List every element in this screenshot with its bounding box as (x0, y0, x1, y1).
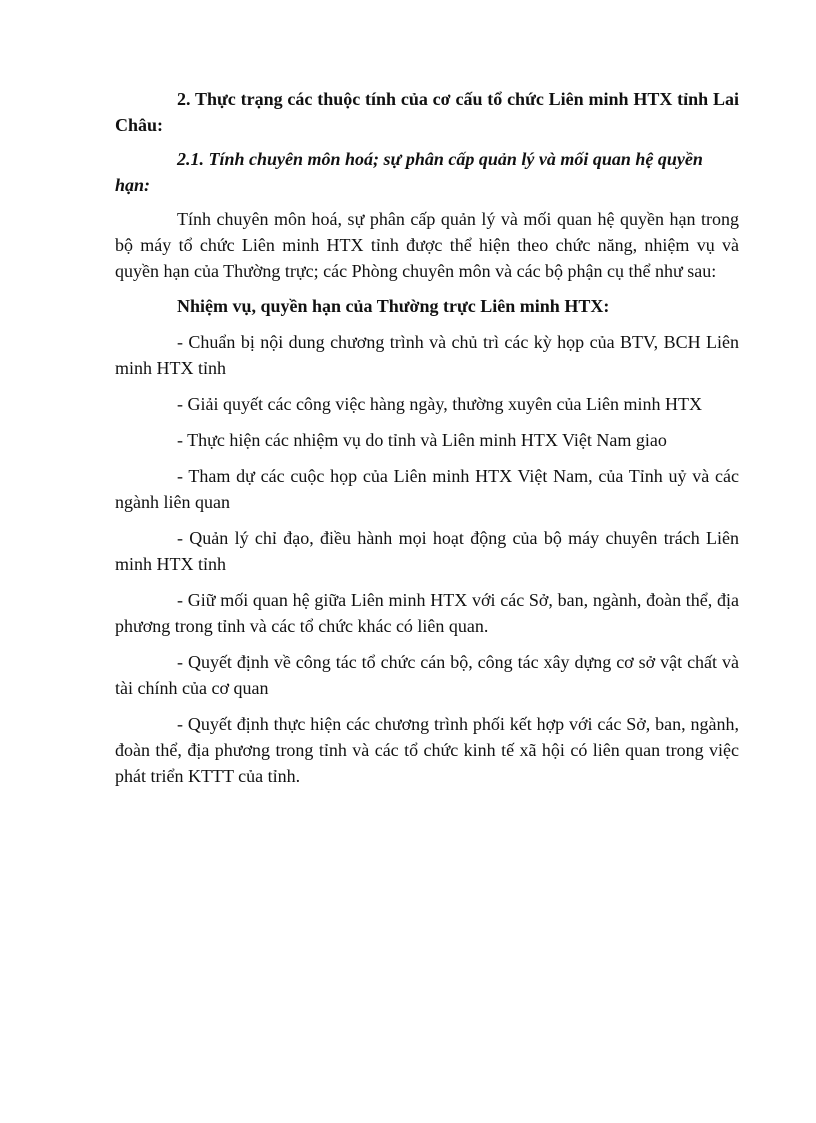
duties-title: Nhiệm vụ, quyền hạn của Thường trực Liên minh HTX: (177, 296, 610, 316)
intro-paragraph: Tính chuyên môn hoá, sự phân cấp quản lý và mối quan hệ quyền hạn trong bộ máy tổ chức Liên minh HTX tỉnh được thể hiện theo chức năng, nhiệm vụ và quyền hạn của Thường trực; các Phòng chuyên môn và các bộ phận cụ thể như sau: (115, 209, 739, 281)
duty-item: - Giữ mối quan hệ giữa Liên minh HTX với các Sở, ban, ngành, đoàn thể, địa phương trong tỉnh và các tổ chức khác có liên quan. (115, 590, 739, 636)
duty-item: - Quyết định thực hiện các chương trình phối kết hợp với các Sở, ban, ngành, đoàn thể, địa phương trong tỉnh và các tổ chức kinh tế xã hội có liên quan trong việc phát triển KTTT của tỉnh. (115, 714, 739, 786)
duty-item: - Tham dự các cuộc họp của Liên minh HTX Việt Nam, của Tỉnh uỷ và các ngành liên quan (115, 466, 739, 512)
duty-item: - Chuẩn bị nội dung chương trình và chủ trì các kỳ họp của BTV, BCH Liên minh HTX tỉnh (115, 332, 739, 378)
section-subheading: 2.1. Tính chuyên môn hoá; sự phân cấp quản lý và mối quan hệ quyền hạn: (115, 149, 703, 195)
duty-item: - Quyết định về công tác tổ chức cán bộ, công tác xây dựng cơ sở vật chất và tài chính của cơ quan (115, 652, 739, 698)
duty-item: - Quản lý chỉ đạo, điều hành mọi hoạt động của bộ máy chuyên trách Liên minh HTX tỉnh (115, 528, 739, 574)
section-heading: 2. Thực trạng các thuộc tính của cơ cấu tổ chức Liên minh HTX tỉnh Lai Châu: (115, 89, 739, 135)
duty-item: - Thực hiện các nhiệm vụ do tỉnh và Liên minh HTX Việt Nam giao (177, 430, 667, 450)
document-page (115, 86, 739, 799)
duty-item: - Giải quyết các công việc hàng ngày, thường xuyên của Liên minh HTX (177, 394, 702, 414)
